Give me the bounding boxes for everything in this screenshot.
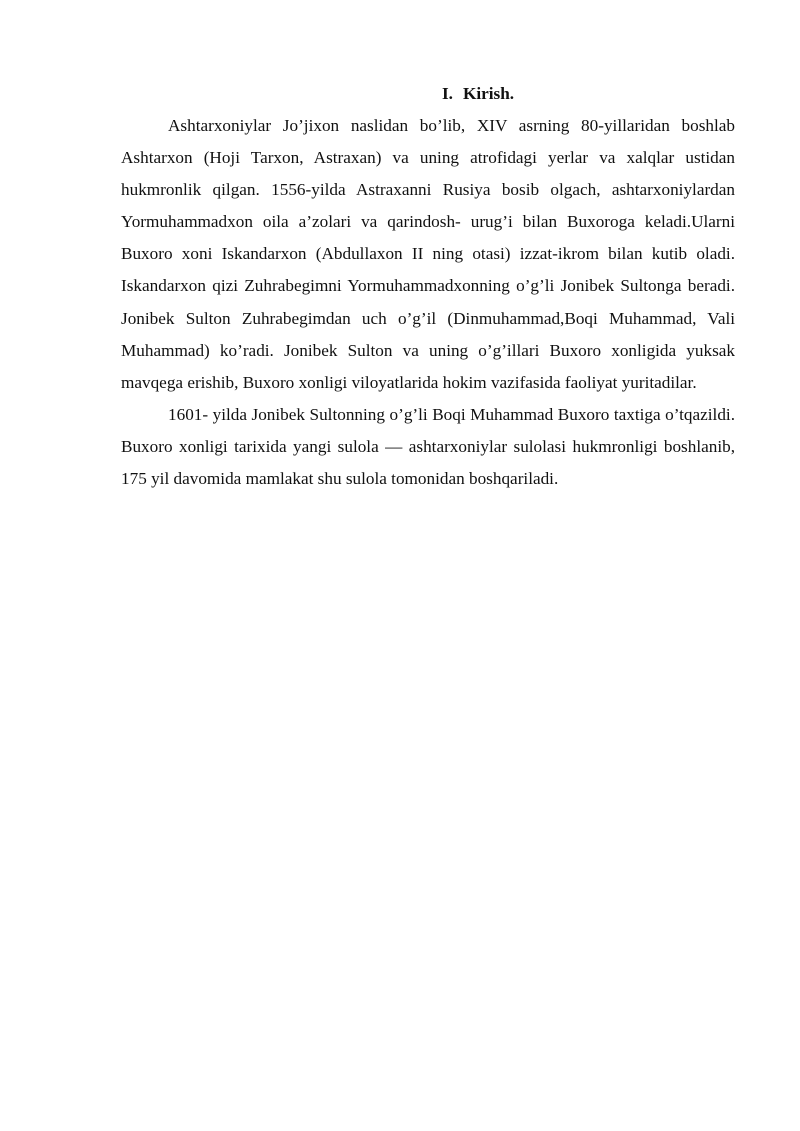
section-heading (221, 78, 735, 110)
section-number: I. (441, 84, 453, 103)
section-title: Kirish. (462, 84, 515, 103)
paragraph-2: 1601- yilda Jonibek Sultonning o’g’li Boqi Muhammad Buxoro taxtiga o’tqazildi. Buxoro xonligi tarixida yangi sulola — ashtarxoniylar sulolasi hukmronligi boshlanib, 175 yil davomida mamlakat shu sulola tomonidan boshqariladi. (121, 404, 735, 489)
document-body (121, 78, 735, 495)
paragraph-1: Ashtarxoniylar Jo’jixon naslidan bo’lib, XIV asrning 80-yillaridan boshlab Ashtarxon (Hoji Tarxon, Astraxan) va uning atrofidagi yerlar va xalqlar ustidan hukmronlik qilgan. 1556-yilda Astraxanni Rusiya bosib olgach, ashtarxoniylardan Yormuhammadxon oila a’zolari va qarindosh- urug’i bilan Buxoroga keladi.Ularni Buxoro xoni Iskandarxon (Abdullaxon II ning otasi) izzat-ikrom bilan kutib oladi. Iskandarxon qizi Zuhrabegimni Yormuhammadxonning o’g’li Jonibek Sultonga beradi. Jonibek Sulton Zuhrabegimdan uch o’g’il (Dinmuhammad,Boqi Muhammad, Vali Muhammad) ko’radi. Jonibek Sulton va uning o’g’illari Buxoro xonligida yuksak mavqega erishib, Buxoro xonligi viloyatlarida hokim vazifasida faoliyat yuritadilar. (121, 116, 735, 392)
